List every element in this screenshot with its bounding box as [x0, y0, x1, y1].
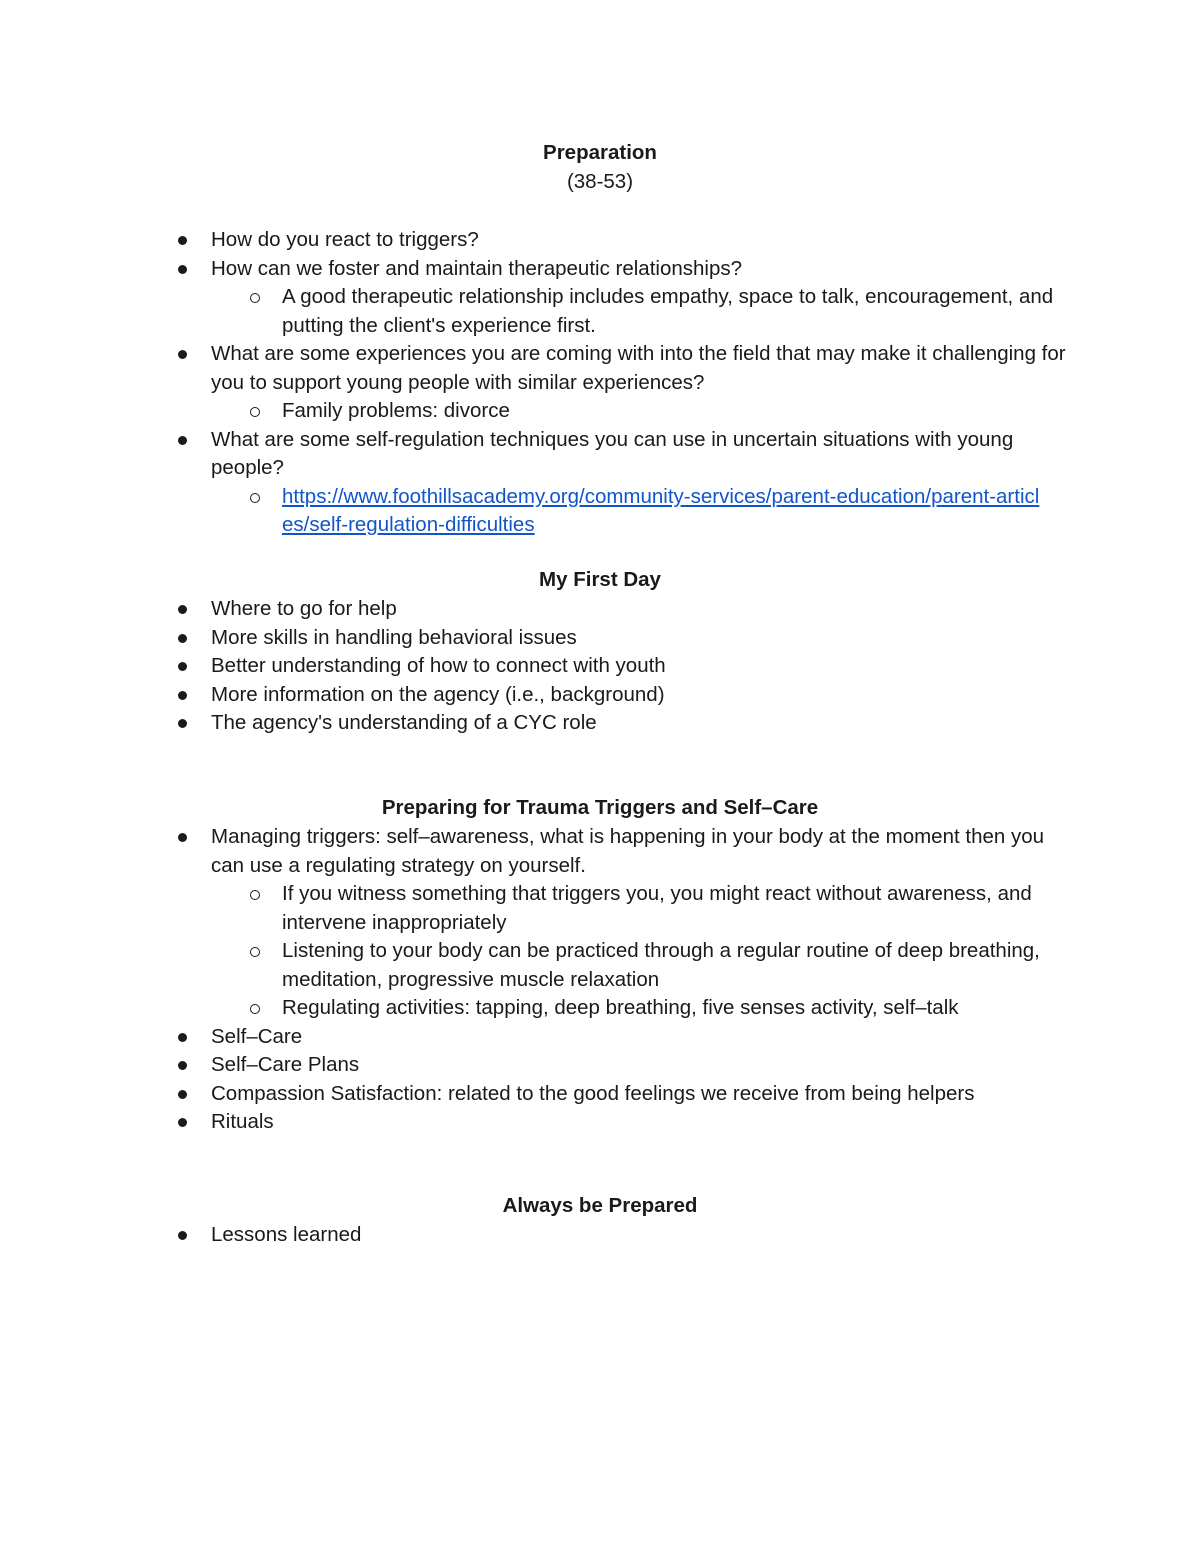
- hollow-bullet-icon: [250, 890, 260, 900]
- sub-list-item-text: Family problems: divorce: [282, 399, 510, 422]
- bullet-icon: [178, 350, 187, 359]
- always-prepared-list: [0, 1221, 1200, 1250]
- sub-list-item-text: If you witness something that triggers you, you might react without awareness, and intervene inappropriately: [282, 882, 1032, 934]
- list-item: [0, 426, 1200, 540]
- bullet-icon: [178, 1033, 187, 1042]
- sub-list-item: [211, 994, 1080, 1023]
- hollow-bullet-icon: [250, 947, 260, 957]
- list-item-text: Rituals: [211, 1110, 274, 1133]
- sub-list: [211, 483, 1080, 540]
- list-item: [0, 681, 1200, 710]
- list-item: [0, 255, 1200, 341]
- bullet-icon: [178, 1118, 187, 1127]
- list-item-text: Better understanding of how to connect with youth: [211, 654, 666, 677]
- bullet-icon: [178, 662, 187, 671]
- sub-list-item: [211, 397, 1080, 426]
- list-item-text: Lessons learned: [211, 1223, 362, 1246]
- bullet-icon: [178, 436, 187, 445]
- list-item-text: What are some experiences you are coming with into the field that may make it challenging for you to support young people with similar experiences?: [211, 342, 1066, 394]
- trauma-heading: Preparing for Trauma Triggers and Self–Care: [381, 796, 819, 819]
- bullet-icon: [178, 634, 187, 643]
- hollow-bullet-icon: [250, 1004, 260, 1014]
- list-item-text: The agency's understanding of a CYC role: [211, 711, 597, 734]
- bullet-icon: [178, 691, 187, 700]
- bullet-icon: [178, 1231, 187, 1240]
- preparation-heading: Preparation: [543, 141, 657, 164]
- trauma-list: [0, 823, 1200, 1137]
- list-item: [0, 595, 1200, 624]
- list-item-text: Managing triggers: self–awareness, what is happening in your body at the moment then you can use a regulating strategy on yourself.: [211, 825, 1045, 877]
- list-item: [0, 1023, 1200, 1052]
- list-item: [0, 340, 1200, 426]
- bullet-icon: [178, 833, 187, 842]
- bullet-icon: [178, 719, 187, 728]
- list-item-text: Compassion Satisfaction: related to the good feelings we receive from being helpers: [211, 1081, 975, 1105]
- hollow-bullet-icon: [250, 293, 260, 303]
- list-item-text: More information on the agency (i.e., background): [211, 682, 665, 706]
- hollow-bullet-icon: [250, 493, 260, 503]
- bullet-icon: [178, 605, 187, 614]
- list-item: [0, 1051, 1200, 1080]
- sub-list-item: [211, 283, 1080, 340]
- list-item: [0, 709, 1200, 738]
- list-item-text: Where to go for help: [211, 597, 397, 620]
- sub-list-item: [211, 483, 1080, 540]
- always-prepared-heading: Always be Prepared: [502, 1194, 698, 1217]
- list-item: [0, 1108, 1200, 1137]
- sub-list: [211, 397, 1080, 426]
- sub-list-item: [211, 937, 1080, 994]
- bullet-icon: [178, 1090, 187, 1099]
- preparation-list: [0, 226, 1200, 540]
- bullet-icon: [178, 236, 187, 245]
- bullet-icon: [178, 265, 187, 274]
- sub-list: [211, 283, 1080, 340]
- list-item: [0, 624, 1200, 653]
- sub-list: [211, 880, 1080, 1023]
- sub-list-item-text: A good therapeutic relationship includes empathy, space to talk, encouragement, and putting the client's experience first.: [282, 285, 1054, 337]
- sub-list-item: [211, 880, 1080, 937]
- list-item-text: What are some self-regulation techniques you can use in uncertain situations with young people?: [211, 427, 1014, 479]
- list-item-text: How do you react to triggers?: [211, 228, 479, 251]
- preparation-page-range: (38-53): [566, 170, 634, 193]
- list-item-text: More skills in handling behavioral issues: [211, 625, 577, 649]
- first-day-heading: My First Day: [539, 568, 661, 591]
- list-item-text: Self–Care: [211, 1024, 303, 1048]
- list-item: [0, 652, 1200, 681]
- list-item-text: How can we foster and maintain therapeutic relationships?: [211, 256, 743, 280]
- sub-list-item-text: Regulating activities: tapping, deep breathing, five senses activity, self–talk: [282, 996, 959, 1019]
- bullet-icon: [178, 1061, 187, 1070]
- list-item: [0, 1221, 1200, 1250]
- sub-list-item-text: Listening to your body can be practiced through a regular routine of deep breathing, meditation, progressive muscle relaxation: [282, 939, 1040, 991]
- list-item: [0, 1080, 1200, 1109]
- hollow-bullet-icon: [250, 407, 260, 417]
- list-item: [0, 823, 1200, 1023]
- first-day-list: [0, 595, 1200, 738]
- list-item-text: Self–Care Plans: [211, 1053, 360, 1076]
- list-item: [0, 226, 1200, 255]
- self-regulation-link[interactable]: https://www.foothillsacademy.org/community-services/parent-education/parent-articles/self-regulation-difficulties: [282, 484, 1040, 536]
